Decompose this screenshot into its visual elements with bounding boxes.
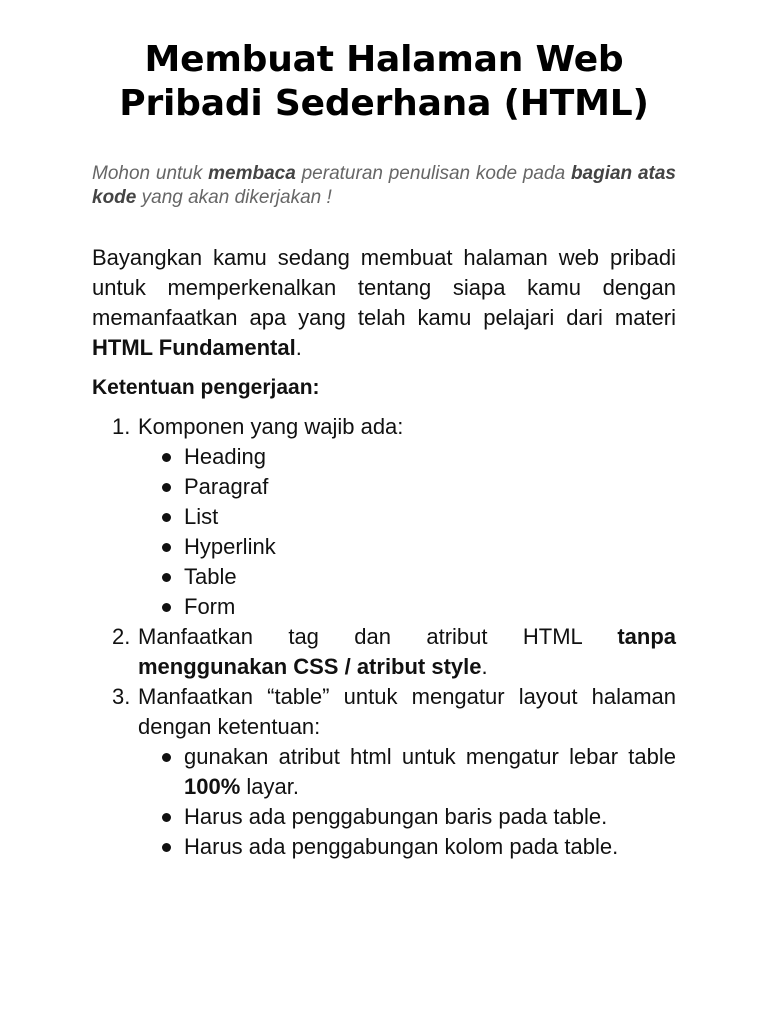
component-label: Hyperlink	[184, 534, 276, 559]
component-item	[138, 532, 676, 562]
rule-text: Manfaatkan tag dan atribut HTML	[138, 624, 618, 649]
rule-text: Komponen yang wajib ada:	[138, 414, 404, 439]
bullet-icon	[162, 513, 171, 522]
requirement-bold: 100%	[184, 774, 241, 799]
requirement-end: layar.	[240, 774, 299, 799]
title-line-1: Membuat Halaman Web	[144, 39, 624, 80]
intro-bold: HTML Fundamental	[92, 335, 296, 360]
requirement-item	[138, 742, 676, 802]
bullet-icon	[162, 483, 171, 492]
intro-paragraph	[92, 243, 676, 363]
bullet-icon	[162, 753, 171, 762]
page-title	[92, 38, 676, 126]
component-label: List	[184, 504, 219, 529]
reading-note	[92, 162, 676, 210]
component-item	[138, 592, 676, 622]
document-page	[92, 38, 676, 862]
component-item	[138, 502, 676, 532]
bullet-icon	[162, 813, 171, 822]
bullet-icon	[162, 453, 171, 462]
rule-end: .	[481, 654, 488, 679]
note-text-2: peraturan penulisan kode pada	[295, 163, 571, 184]
component-label: Heading	[184, 444, 266, 469]
requirement-item	[138, 832, 676, 862]
component-label: Form	[184, 594, 236, 619]
rule-item-2	[92, 622, 676, 682]
rule-item-3	[92, 682, 676, 862]
rule-bold: tanpa menggunakan CSS / atribut style	[138, 624, 676, 679]
requirement-text: Harus ada penggabungan kolom pada table.	[184, 834, 619, 859]
note-bold-1: membaca	[208, 163, 296, 184]
note-text-1: Mohon untuk	[92, 163, 209, 184]
title-line-2: Pribadi Sederhana (HTML)	[119, 83, 649, 124]
rule-number: 1.	[112, 414, 131, 439]
intro-text: Bayangkan kamu sedang membuat halaman web pribadi untuk memperkenalkan tentang siapa kamu dengan memanfaatkan apa yang telah kamu pelajari dari materi	[92, 245, 676, 330]
bullet-icon	[162, 543, 171, 552]
component-label: Paragraf	[184, 474, 269, 499]
bullet-icon	[162, 843, 171, 852]
component-label: Table	[184, 564, 237, 589]
table-requirements-list	[138, 742, 676, 862]
requirement-item	[138, 802, 676, 832]
component-item	[138, 442, 676, 472]
bullet-icon	[162, 603, 171, 612]
component-list	[138, 442, 676, 622]
component-item	[138, 472, 676, 502]
requirement-text: Harus ada penggabungan baris pada table.	[184, 804, 608, 829]
rules-list	[92, 412, 676, 862]
rule-number: 2.	[112, 624, 131, 649]
rule-number: 3.	[112, 684, 131, 709]
rule-item-1	[92, 412, 676, 622]
note-text-3: yang akan dikerjakan !	[136, 187, 332, 208]
component-item	[138, 562, 676, 592]
section-heading: Ketentuan pengerjaan:	[92, 376, 320, 399]
requirement-text: gunakan atribut html untuk mengatur lebar table	[184, 744, 676, 769]
bullet-icon	[162, 573, 171, 582]
note-bold-2: bagian atas kode	[92, 163, 676, 208]
intro-end: .	[295, 335, 302, 360]
rule-text: Manfaatkan “table” untuk mengatur layout halaman dengan ketentuan:	[138, 684, 676, 739]
